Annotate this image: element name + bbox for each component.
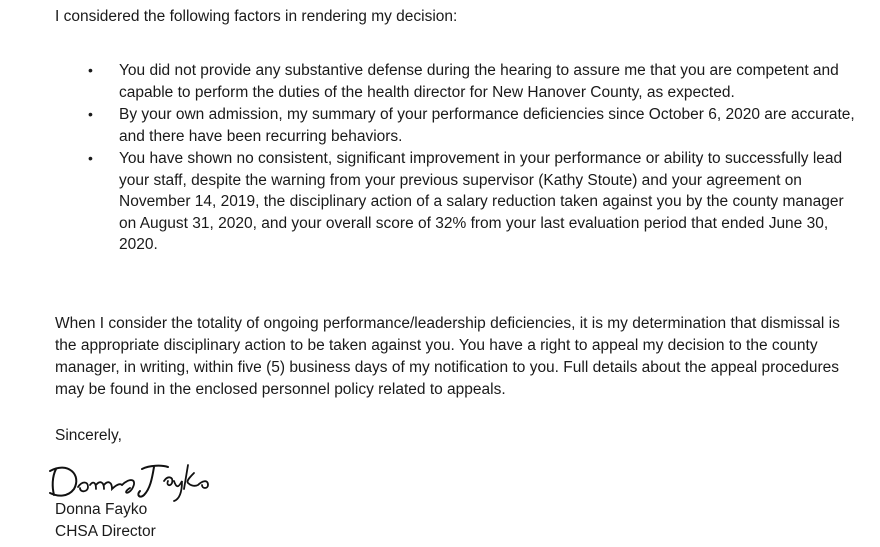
- bullet-icon: •: [88, 150, 93, 166]
- signer-title: CHSA Director: [55, 523, 156, 540]
- factor-text: You did not provide any substantive defense during the hearing to assure me that you are competent and capable to perform the duties of the health director for New Hanover County, as expected.: [119, 62, 839, 101]
- closing-salutation: Sincerely,: [55, 427, 122, 444]
- factor-item: [55, 148, 855, 256]
- signer-name: Donna Fayko: [55, 501, 148, 518]
- factor-item: [55, 104, 855, 147]
- factor-item: [55, 60, 855, 103]
- factor-text: By your own admission, my summary of your performance deficiencies since October 6, 2020 are accurate, and there have been recurring behaviors.: [119, 106, 855, 145]
- bullet-icon: •: [88, 62, 93, 78]
- intro-line: I considered the following factors in rendering my decision:: [55, 8, 458, 25]
- factor-text: You have shown no consistent, significant improvement in your performance or ability to successfully lead your staff, despite the warning from your previous supervisor (Kathy Stoute) and your agreement on November 14, 2019, the disciplinary action of a salary reduction taken against you by the county manager on August 31, 2020, and your overall score of 32% from your last evaluation period that ended June 30, 2020.: [119, 150, 844, 253]
- bullet-icon: •: [88, 106, 93, 122]
- handwritten-signature: [38, 455, 228, 503]
- conclusion-paragraph: When I consider the totality of ongoing performance/leadership deficiencies, it is my determination that dismissal is the appropriate disciplinary action to be taken against you. You have a right to appeal my decision to the county manager, in writing, within five (5) business days of my notification to you. Full details about the appeal procedures may be found in the enclosed personnel policy related to appeals.: [55, 315, 840, 398]
- factors-list: [55, 60, 855, 256]
